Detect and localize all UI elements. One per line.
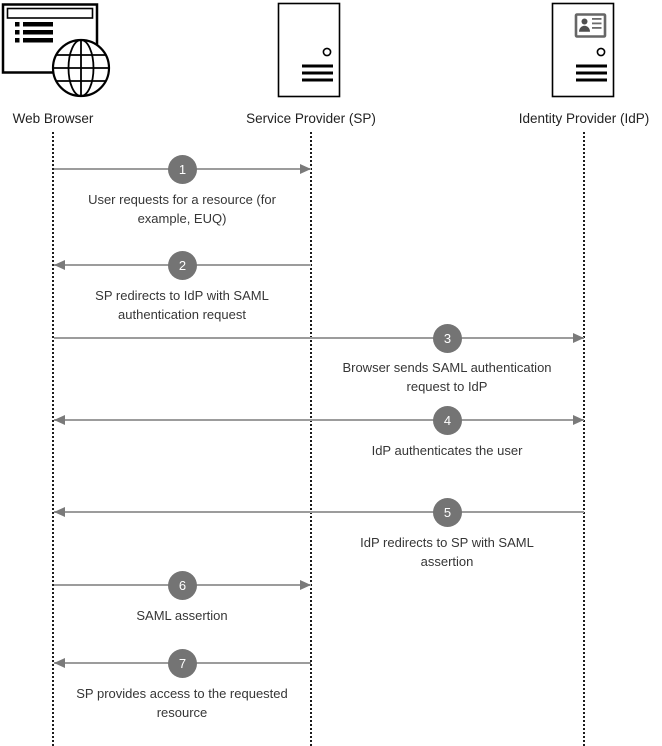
arrowhead-left-icon — [54, 658, 65, 668]
message-line: example, EUQ) — [137, 211, 227, 226]
arrowhead-left-icon — [54, 260, 65, 270]
id-card-server-icon — [551, 2, 615, 103]
message-line: Browser sends SAML authentication — [342, 360, 552, 375]
step-message — [297, 358, 597, 396]
message-line: SAML assertion — [136, 608, 228, 623]
actor-label-web-browser: Web Browser — [12, 111, 94, 126]
server-icon — [277, 2, 341, 103]
message-line: authentication request — [118, 307, 246, 322]
step-number-badge: 4 — [433, 406, 462, 435]
step-message — [297, 441, 597, 460]
arrowhead-right-icon — [573, 333, 584, 343]
actor-label-service-provider: Service Provider (SP) — [246, 111, 376, 126]
message-line: SP redirects to IdP with SAML — [95, 288, 269, 303]
step-number-badge: 3 — [433, 324, 462, 353]
step-message — [32, 684, 332, 722]
message-arrow — [54, 511, 584, 513]
message-line: IdP redirects to SP with SAML — [360, 535, 534, 550]
step-message — [32, 606, 332, 625]
arrowhead-right-icon — [300, 164, 311, 174]
message-line: User requests for a resource (for — [88, 192, 276, 207]
step-message — [297, 533, 597, 571]
step-number-badge: 6 — [168, 571, 197, 600]
message-line: request to IdP — [406, 379, 488, 394]
step-message — [32, 286, 332, 324]
lifeline-identity-provider — [583, 132, 585, 746]
actor-label-identity-provider: Identity Provider (IdP) — [518, 111, 650, 126]
message-line: assertion — [420, 554, 474, 569]
step-number-badge: 7 — [168, 649, 197, 678]
step-number-badge: 2 — [168, 251, 197, 280]
arrowhead-left-icon — [54, 507, 65, 517]
step-number-badge: 5 — [433, 498, 462, 527]
message-arrow — [54, 419, 584, 421]
arrowhead-right-icon — [300, 580, 311, 590]
message-line: SP provides access to the requested — [76, 686, 288, 701]
message-line: resource — [156, 705, 208, 720]
step-number-badge: 1 — [168, 155, 197, 184]
browser-globe-icon — [1, 3, 113, 104]
step-message — [32, 190, 332, 228]
arrowhead-right-icon — [573, 415, 584, 425]
message-line: IdP authenticates the user — [371, 443, 523, 458]
arrowhead-left-icon — [54, 415, 65, 425]
message-arrow — [54, 337, 584, 339]
